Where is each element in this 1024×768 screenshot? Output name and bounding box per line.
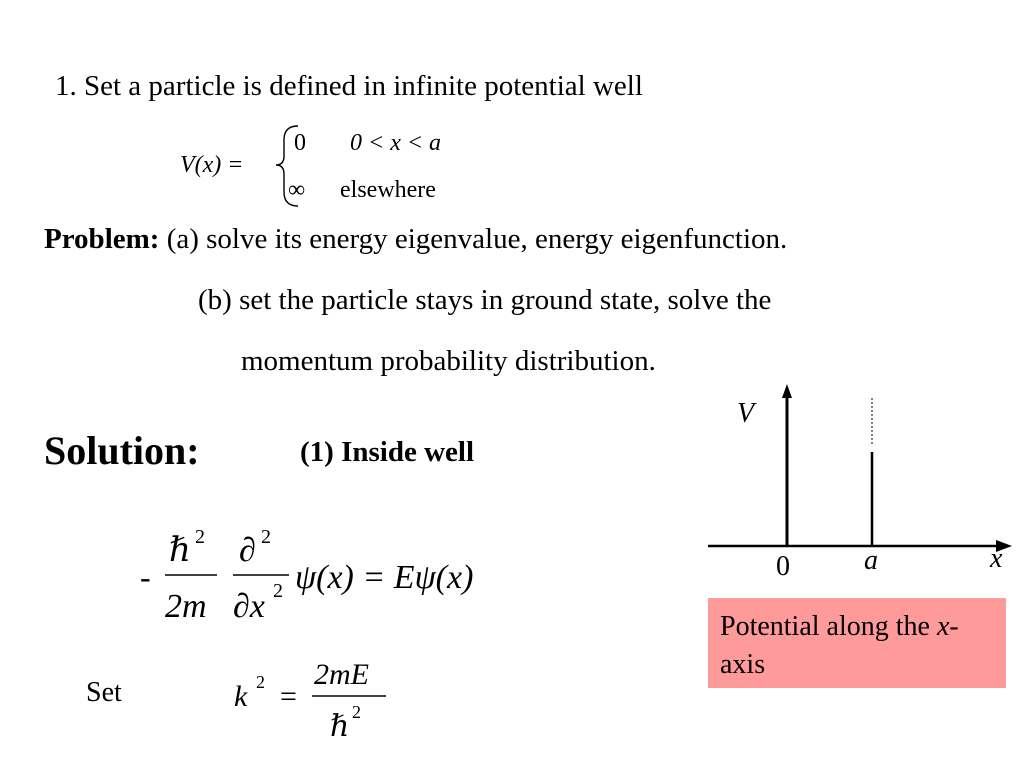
problem-label: Problem: (44, 223, 160, 255)
hbar-symbol: ℏ (169, 532, 191, 569)
partial-exponent: 2 (261, 526, 271, 548)
caption-line1: Potential along the (720, 611, 937, 642)
step-inside-well: (1) Inside well (300, 436, 474, 468)
potential-equation (180, 120, 480, 210)
solution-heading: Solution: (44, 428, 200, 473)
potential-lhs: V(x) = (180, 152, 244, 178)
k-definition (230, 652, 400, 752)
problem-part-b-line2: momentum probability distribution. (241, 345, 656, 377)
k-denominator: ℏ (330, 710, 350, 743)
caption-x: x (936, 611, 950, 642)
problem-part-b-line1: (b) set the particle stays in ground state, solve the (198, 284, 772, 316)
k-symbol: k (234, 680, 248, 713)
a-label: a (864, 545, 878, 576)
k-numerator: 2mE (314, 658, 369, 691)
case2-value: ∞ (288, 177, 306, 203)
hbar-exponent: 2 (195, 526, 205, 548)
origin-label: 0 (776, 551, 790, 582)
k-exponent: 2 (256, 672, 265, 692)
schrodinger-equation (135, 515, 565, 625)
case1-value: 0 (294, 130, 306, 156)
diagram-caption (708, 598, 1006, 688)
psi-expression: ψ(x) = Eψ(x) (295, 559, 474, 596)
two-m: 2m (165, 588, 207, 625)
partial-den-exponent: 2 (273, 580, 283, 602)
part-a-text: (a) solve its energy eigenvalue, energy eigenfunction. (159, 223, 788, 255)
partial-denominator: ∂x (233, 588, 265, 625)
equals-sign: = (280, 680, 297, 713)
set-label: Set (86, 677, 122, 708)
potential-diagram (700, 380, 1020, 590)
minus-sign: - (140, 559, 151, 595)
v-axis-label: V (737, 398, 755, 429)
x-axis-label: x (990, 543, 1003, 574)
caption-rest: -axis (720, 611, 959, 680)
partial-numerator: ∂ (239, 532, 256, 569)
y-axis-arrow (782, 384, 792, 398)
case2-condition: elsewhere (340, 177, 436, 203)
problem-intro: 1. Set a particle is defined in infinite potential well (55, 70, 643, 102)
problem-part-a (44, 223, 787, 256)
k-den-exponent: 2 (352, 702, 361, 722)
case1-condition: 0 < x < a (350, 130, 442, 156)
